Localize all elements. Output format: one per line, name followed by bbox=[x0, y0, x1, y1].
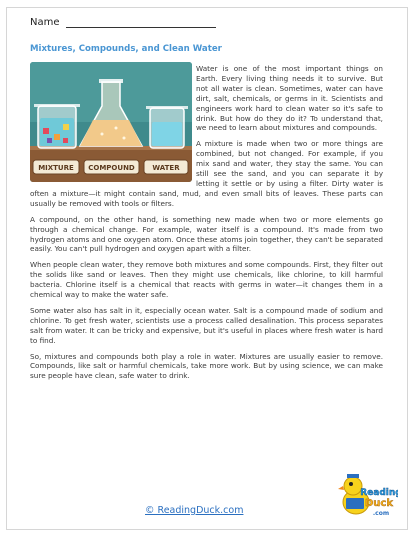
name-line[interactable] bbox=[66, 18, 216, 28]
duck-logo-icon bbox=[338, 468, 398, 520]
worksheet-title: Mixtures, Compounds, and Clean Water bbox=[30, 44, 222, 54]
paragraph-cleaning: When people clean water, they remove both mixtures and some compounds. First, they filter out the solids like sand or leaves. Then they might use chemicals, like chlorine, to kill harmful bacteria. Chlorine itself is a chemical that reacts with germs in water—it changes them in a chemical way to make the water safe. bbox=[30, 260, 383, 300]
paragraph-intro: Water is one of the most important things on Earth. Every living thing needs it to survive. But not all water is clean. Sometimes, water can have dirt, salt, chemicals, or germs in it. Scientists and engineers work hard to clean water so it's safe to drink. But how do they do it? To understand that, we need to learn about mixtures and compounds. bbox=[196, 64, 383, 133]
name-label: Name bbox=[30, 17, 60, 28]
reading-duck-logo bbox=[338, 468, 398, 520]
logo-word-reading: Reading bbox=[360, 488, 398, 498]
article-body bbox=[30, 64, 383, 387]
mixture-label: MIXTURE bbox=[38, 164, 74, 172]
compound-label: COMPOUND bbox=[88, 164, 135, 172]
logo-word-duck: Duck bbox=[365, 498, 393, 509]
illustration-spacer bbox=[30, 64, 196, 188]
logo-word-com: .com bbox=[372, 510, 390, 517]
name-field-row bbox=[30, 17, 216, 28]
paragraph-compound: A compound, on the other hand, is something new made when two or more elements go through a chemical change. For example, water itself is a compound. It's made from two hydrogen atoms and one oxygen atom. Once these atoms join together, they can't be separated easily. You can't pull hydrogen and oxygen apart with a filter. bbox=[30, 214, 383, 254]
water-label: WATER bbox=[152, 164, 180, 172]
paragraph-mixture: A mixture is made when two or more things are combined, but not changed. For example, if you mix sand and water, they stay the same. You can still see the sand, and you can separate it by letting it settle or by using a filter. Dirty water is often a mixture—it might contain sand, mud, and even small bits of leaves. These parts can usually be removed with tools or filters. bbox=[30, 139, 383, 208]
paragraph-salt: Some water also has salt in it, especially ocean water. Salt is a compound made of sodium and chlorine. To get fresh water, scientists use a process called desalination. This process separates salt from water. It can be tricky and expensive, but it's useful in places where fresh water is hard to find. bbox=[30, 305, 383, 345]
readingduck-link[interactable]: © ReadingDuck.com bbox=[145, 505, 244, 516]
paragraph-conclusion: So, mixtures and compounds both play a role in water. Mixtures are usually easier to remove. Compounds, like salt or harmful chemicals, take more work. But by using science, we can make sure people have clean, safe water to drink. bbox=[30, 351, 383, 381]
